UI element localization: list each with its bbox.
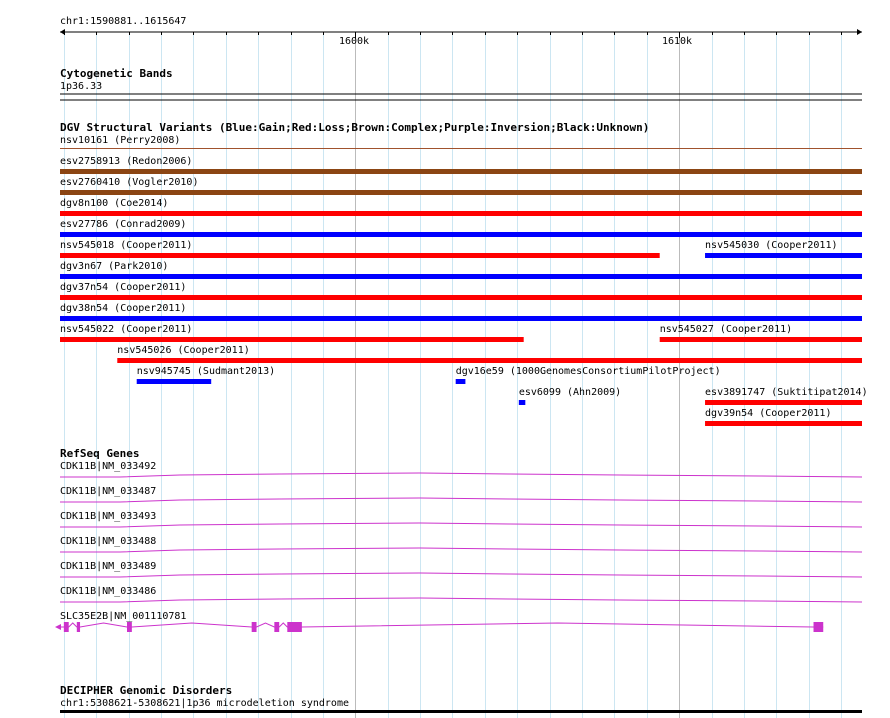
dgv-feature[interactable] [705,240,862,258]
dgv-features [60,135,868,426]
refseq-genes [60,461,862,602]
refseq-gene-label: CDK11B|NM_033487 [60,486,157,497]
refseq-gene-line [60,598,862,602]
strand-left-arrow-icon [55,624,61,630]
refseq-gene[interactable] [60,511,862,527]
dgv-feature[interactable] [60,135,862,149]
slc35e2b-exon [274,622,279,632]
refseq-gene-label: CDK11B|NM_033493 [60,511,157,522]
dgv-feature-label: nsv945745 (Sudmant2013) [136,366,276,377]
dgv-feature-label: nsv545018 (Cooper2011) [60,240,193,251]
dgv-feature[interactable] [60,240,660,258]
dgv-feature-bar[interactable] [705,400,862,405]
cytoband-track [60,67,862,100]
dgv-track-title: DGV Structural Variants (Blue:Gain;Red:Loss;Brown:Complex;Purple:Inversion;Black:Unknown) [60,121,650,134]
dgv-feature-bar[interactable] [60,232,862,237]
refseq-gene-line [60,573,862,577]
dgv-feature-bar[interactable] [60,253,660,258]
slc35e2b-intron-line [60,623,823,627]
refseq-gene-line [60,473,862,477]
ruler-tick-label-1610k: 1610k [661,36,693,47]
dgv-feature-bar[interactable] [660,337,862,342]
dgv-feature-label: esv2758913 (Redon2006) [60,156,193,167]
dgv-feature-label: esv2760410 (Vogler2010) [60,177,199,188]
decipher-feature-label[interactable]: chr1:5308621-5308621|1p36 microdeletion syndrome [60,698,349,709]
dgv-feature-label: dgv38n54 (Cooper2011) [60,303,187,314]
slc35e2b-exon [77,622,80,632]
decipher-track-title: DECIPHER Genomic Disorders [60,684,233,697]
refseq-gene-label: CDK11B|NM_033486 [60,586,157,597]
dgv-feature-label: nsv545027 (Cooper2011) [659,324,793,335]
dgv-feature-bar[interactable] [60,190,862,195]
dgv-feature[interactable] [519,387,621,405]
ruler-tick-label-1600k: 1600k [338,36,370,47]
decipher-track [60,684,862,713]
slc35e2b-exon [287,622,302,632]
dgv-feature-label: esv27786 (Conrad2009) [60,219,187,230]
dgv-feature-bar[interactable] [60,148,862,149]
dgv-feature-label: esv6099 (Ahn2009) [518,387,622,398]
dgv-feature-bar[interactable] [137,379,211,384]
refseq-track-title: RefSeq Genes [60,447,140,460]
dgv-feature-bar[interactable] [705,253,862,258]
dgv-track [60,121,868,426]
refseq-gene[interactable] [60,561,862,577]
dgv-feature-bar[interactable] [60,316,862,321]
dgv-feature[interactable] [60,156,862,174]
cytoband-track-title: Cytogenetic Bands [60,67,173,80]
dgv-feature-bar[interactable] [60,211,862,216]
dgv-feature-bar[interactable] [705,421,862,426]
dgv-feature-label: dgv8n100 (Coe2014) [60,198,169,209]
refseq-gene-label: CDK11B|NM_033488 [60,536,157,547]
refseq-gene[interactable] [60,586,862,602]
slc35e2b-gene-label: SLC35E2B|NM_001110781 [60,611,187,622]
slc35e2b-exon [252,622,257,632]
dgv-feature[interactable] [137,366,275,384]
refseq-gene-line [60,498,862,502]
dgv-feature-label: dgv3n67 (Park2010) [60,261,169,272]
refseq-gene-label: CDK11B|NM_033492 [60,461,157,472]
dgv-feature[interactable] [60,219,862,237]
dgv-feature[interactable] [117,345,862,363]
refseq-gene[interactable] [60,536,862,552]
dgv-feature-label: esv3891747 (Suktitipat2014) [705,387,868,398]
dgv-feature[interactable] [60,282,862,300]
dgv-feature-bar[interactable] [117,358,862,363]
dgv-feature-label: dgv39n54 (Cooper2011) [705,408,832,419]
dgv-feature[interactable] [705,408,862,426]
cytoband-label[interactable]: 1p36.33 [60,81,103,92]
dgv-feature[interactable] [60,177,862,195]
dgv-feature[interactable] [60,303,862,321]
refseq-gene[interactable] [60,486,862,502]
dgv-feature-label: dgv16e59 (1000GenomesConsortiumPilotProject) [455,366,721,377]
slc35e2b-exon [814,622,824,632]
slc35e2b-exon [64,622,69,632]
ruler-range-label: chr1:1590881..1615647 [60,16,187,27]
refseq-gene-label: CDK11B|NM_033489 [60,561,157,572]
decipher-feature-bar[interactable] [60,710,862,713]
slc35e2b-exon [127,622,132,632]
ruler[interactable] [60,16,862,47]
dgv-feature[interactable] [660,324,862,342]
refseq-track [55,447,862,632]
dgv-feature-bar[interactable] [60,274,862,279]
refseq-gene[interactable] [60,461,862,477]
scroll-right-arrow-icon[interactable] [857,29,862,35]
refseq-gene-line [60,523,862,527]
refseq-gene-line [60,548,862,552]
slc35e2b-gene[interactable] [55,611,823,632]
dgv-feature[interactable] [456,366,721,384]
dgv-feature-bar[interactable] [60,295,862,300]
dgv-feature-bar[interactable] [519,400,525,405]
dgv-feature-label: nsv545030 (Cooper2011) [705,240,838,251]
dgv-feature-bar[interactable] [456,379,466,384]
dgv-feature[interactable] [705,387,868,405]
dgv-feature-bar[interactable] [60,169,862,174]
dgv-feature-label: nsv545022 (Cooper2011) [60,324,193,335]
dgv-feature-label: nsv545026 (Cooper2011) [117,345,250,356]
dgv-feature-label: dgv37n54 (Cooper2011) [60,282,187,293]
dgv-feature[interactable] [60,261,862,279]
dgv-feature-bar[interactable] [60,337,524,342]
dgv-feature[interactable] [60,198,862,216]
dgv-feature-label: nsv10161 (Perry2008) [60,135,181,146]
